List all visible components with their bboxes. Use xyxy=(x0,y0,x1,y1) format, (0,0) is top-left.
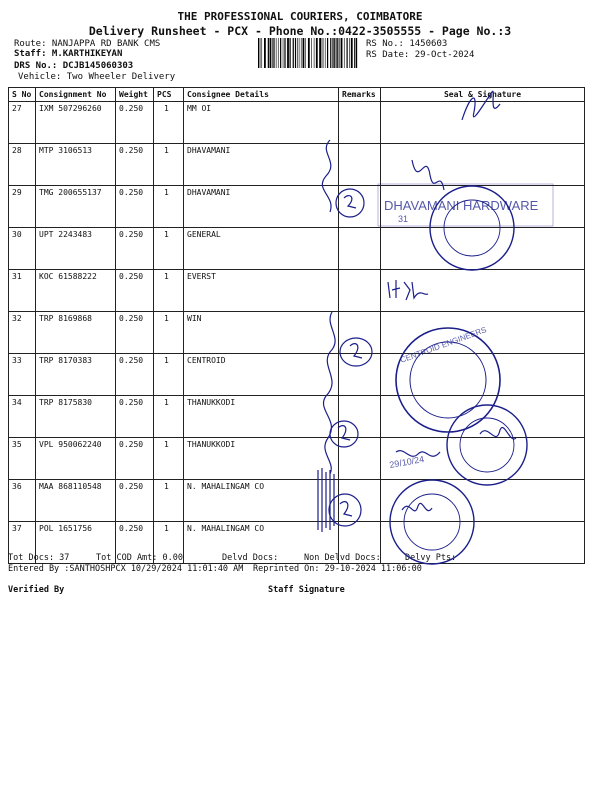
verified-by: Verified By xyxy=(8,585,65,595)
barcode-bar xyxy=(264,38,266,68)
barcode-bar xyxy=(319,38,321,68)
cell-seal-signature xyxy=(381,186,585,228)
barcode-bar xyxy=(276,38,277,68)
cell-sno: 31 xyxy=(9,270,36,312)
cell-pcs: 1 xyxy=(154,102,184,144)
cell-pcs: 1 xyxy=(154,480,184,522)
cell-weight: 0.250 xyxy=(116,186,154,228)
barcode-bar xyxy=(356,38,357,68)
barcode-bar xyxy=(339,38,340,68)
rs-number: RS No.: 1450603 xyxy=(366,39,448,49)
barcode-bar xyxy=(303,38,305,68)
col-seal-signature: Seal & Signature xyxy=(381,88,585,102)
company-title: THE PROFESSIONAL COURIERS, COIMBATORE xyxy=(177,10,423,23)
barcode-bar xyxy=(327,38,328,68)
barcode-bar xyxy=(272,38,273,68)
barcode-bar xyxy=(349,38,350,68)
cell-remarks xyxy=(339,480,381,522)
barcode-bar xyxy=(322,38,323,68)
barcode-bar xyxy=(311,38,312,68)
cell-pcs: 1 xyxy=(154,186,184,228)
reprinted-on: Reprinted On: 29-10-2024 11:06:00 xyxy=(253,564,422,574)
table-row xyxy=(9,144,585,186)
table-row xyxy=(9,522,585,564)
cell-cno: POL 1651756 xyxy=(36,522,116,564)
cell-seal-signature xyxy=(381,438,585,480)
cell-cno: VPL 950062240 xyxy=(36,438,116,480)
cell-weight: 0.250 xyxy=(116,270,154,312)
cell-sno: 37 xyxy=(9,522,36,564)
cell-consignee: THANUKKODI xyxy=(184,396,339,438)
cell-consignee: DHAVAMANI xyxy=(184,186,339,228)
staff-signature: Staff Signature xyxy=(268,585,345,595)
col-pcs: PCS xyxy=(154,88,184,102)
cell-pcs: 1 xyxy=(154,396,184,438)
barcode-bar xyxy=(295,38,296,68)
non-delivered-docs: Non Delvd Docs: xyxy=(304,553,381,563)
barcode xyxy=(258,38,358,68)
cell-consignee: GENERAL xyxy=(184,228,339,270)
table-header-row xyxy=(9,88,585,102)
cell-weight: 0.250 xyxy=(116,438,154,480)
cell-weight: 0.250 xyxy=(116,144,154,186)
cell-seal-signature xyxy=(381,102,585,144)
cell-sno: 35 xyxy=(9,438,36,480)
barcode-bar xyxy=(261,38,262,68)
barcode-bar xyxy=(270,38,272,68)
table-row xyxy=(9,438,585,480)
cell-sno: 27 xyxy=(9,102,36,144)
cell-remarks xyxy=(339,270,381,312)
col-consignment: Consignment No xyxy=(36,88,116,102)
col-remarks: Remarks xyxy=(339,88,381,102)
cell-sno: 32 xyxy=(9,312,36,354)
cell-remarks xyxy=(339,186,381,228)
cell-remarks xyxy=(339,396,381,438)
total-cod: Tot COD Amt: 0.00 xyxy=(96,553,183,563)
dhavamani-stamp-text: DHAVAMANI HARDWARE xyxy=(384,198,539,213)
cell-pcs: 1 xyxy=(154,354,184,396)
centroid-stamp-text: CENTROID ENGINEERS xyxy=(398,325,488,365)
barcode-bar xyxy=(260,38,261,68)
delivered-docs: Delvd Docs: xyxy=(222,553,279,563)
cell-consignee: N. MAHALINGAM CO xyxy=(184,480,339,522)
barcode-bar xyxy=(337,38,338,68)
cell-cno: TRP 8170383 xyxy=(36,354,116,396)
cell-consignee: MM OI xyxy=(184,102,339,144)
cell-weight: 0.250 xyxy=(116,228,154,270)
cell-cno: MAA 868110548 xyxy=(36,480,116,522)
barcode-bar xyxy=(347,38,348,68)
delivery-points: Delvy Pts: xyxy=(405,553,457,563)
col-weight: Weight xyxy=(116,88,154,102)
cell-weight: 0.250 xyxy=(116,354,154,396)
cell-weight: 0.250 xyxy=(116,396,154,438)
cell-consignee: DHAVAMANI xyxy=(184,144,339,186)
cell-cno: KOC 61588222 xyxy=(36,270,116,312)
cell-cno: TRP 8175830 xyxy=(36,396,116,438)
cell-seal-signature xyxy=(381,396,585,438)
barcode-bar xyxy=(344,38,345,68)
cell-consignee: EVERST xyxy=(184,270,339,312)
cell-consignee: CENTROID xyxy=(184,354,339,396)
barcode-bar xyxy=(334,38,335,68)
cell-weight: 0.250 xyxy=(116,102,154,144)
cell-pcs: 1 xyxy=(154,144,184,186)
cell-consignee: N. MAHALINGAM CO xyxy=(184,522,339,564)
cell-pcs: 1 xyxy=(154,438,184,480)
cell-cno: IXM 507296260 xyxy=(36,102,116,144)
barcode-bar xyxy=(280,38,281,68)
barcode-bar xyxy=(341,38,343,68)
barcode-bar xyxy=(308,38,310,68)
barcode-bar xyxy=(323,38,324,68)
cell-cno: UPT 2243483 xyxy=(36,228,116,270)
table-row xyxy=(9,270,585,312)
cell-sno: 36 xyxy=(9,480,36,522)
barcode-bar xyxy=(287,38,289,68)
barcode-bar xyxy=(301,38,302,68)
cell-sno: 34 xyxy=(9,396,36,438)
cell-weight: 0.250 xyxy=(116,522,154,564)
barcode-bar xyxy=(314,38,315,68)
cell-cno: TMG 200655137 xyxy=(36,186,116,228)
barcode-bar xyxy=(325,38,326,68)
table-row xyxy=(9,396,585,438)
table-row xyxy=(9,480,585,522)
cell-seal-signature xyxy=(381,480,585,522)
cell-seal-signature xyxy=(381,354,585,396)
barcode-bar xyxy=(290,38,291,68)
cell-seal-signature xyxy=(381,228,585,270)
total-docs: Tot Docs: 37 xyxy=(8,553,70,563)
barcode-bar xyxy=(330,38,331,68)
cell-pcs: 1 xyxy=(154,228,184,270)
cell-remarks xyxy=(339,312,381,354)
vehicle-label: Vehicle: Two Wheeler Delivery xyxy=(18,72,176,82)
barcode-bar xyxy=(274,38,275,68)
cell-weight: 0.250 xyxy=(116,480,154,522)
cell-sno: 33 xyxy=(9,354,36,396)
barcode-bar xyxy=(268,38,269,68)
cell-pcs: 1 xyxy=(154,270,184,312)
cell-weight: 0.250 xyxy=(116,312,154,354)
cell-cno: MTP 3106513 xyxy=(36,144,116,186)
cell-seal-signature xyxy=(381,312,585,354)
cell-consignee: WIN xyxy=(184,312,339,354)
col-consignee: Consignee Details xyxy=(184,88,339,102)
barcode-bar xyxy=(351,38,353,68)
cell-consignee: THANUKKODI xyxy=(184,438,339,480)
cell-remarks xyxy=(339,102,381,144)
barcode-bar xyxy=(284,38,285,68)
route-label: Route: NANJAPPA RD BANK CMS xyxy=(14,39,161,49)
barcode-bar xyxy=(258,38,259,68)
table-row xyxy=(9,102,585,144)
cell-sno: 28 xyxy=(9,144,36,186)
cell-sno: 29 xyxy=(9,186,36,228)
barcode-bar xyxy=(297,38,298,68)
cell-cno: TRP 8169868 xyxy=(36,312,116,354)
runsheet-table xyxy=(8,87,585,564)
table-row xyxy=(9,186,585,228)
table-row xyxy=(9,354,585,396)
barcode-bar xyxy=(316,38,318,68)
table-row xyxy=(9,228,585,270)
barcode-bar xyxy=(278,38,279,68)
staff-label: Staff: M.KARTHIKEYAN xyxy=(14,49,123,59)
runsheet-subtitle: Delivery Runsheet - PCX - Phone No.:0422-3505555 - Page No.:3 xyxy=(88,24,512,38)
dhavamani-stamp-sub: 31 xyxy=(398,214,409,224)
cell-remarks xyxy=(339,354,381,396)
barcode-bar xyxy=(299,38,300,68)
date-text: 29/10/24 xyxy=(388,454,425,470)
rs-date: RS Date: 29-Oct-2024 xyxy=(366,50,475,60)
col-sno: S No xyxy=(9,88,36,102)
barcode-bar xyxy=(332,38,333,68)
barcode-bar xyxy=(354,38,355,68)
cell-remarks xyxy=(339,228,381,270)
barcode-bar xyxy=(283,38,284,68)
drs-number: DRS No.: DCJB145060303 xyxy=(14,61,134,71)
cell-sno: 30 xyxy=(9,228,36,270)
cell-seal-signature xyxy=(381,144,585,186)
cell-remarks xyxy=(339,438,381,480)
barcode-bar xyxy=(293,38,294,68)
barcode-bar xyxy=(336,38,337,68)
table-row xyxy=(9,312,585,354)
cell-pcs: 1 xyxy=(154,522,184,564)
barcode-bar xyxy=(305,38,306,68)
cell-remarks xyxy=(339,144,381,186)
cell-seal-signature xyxy=(381,270,585,312)
cell-pcs: 1 xyxy=(154,312,184,354)
entered-by: Entered By :SANTHOSHPCX 10/29/2024 11:01:40 AM xyxy=(8,564,244,574)
